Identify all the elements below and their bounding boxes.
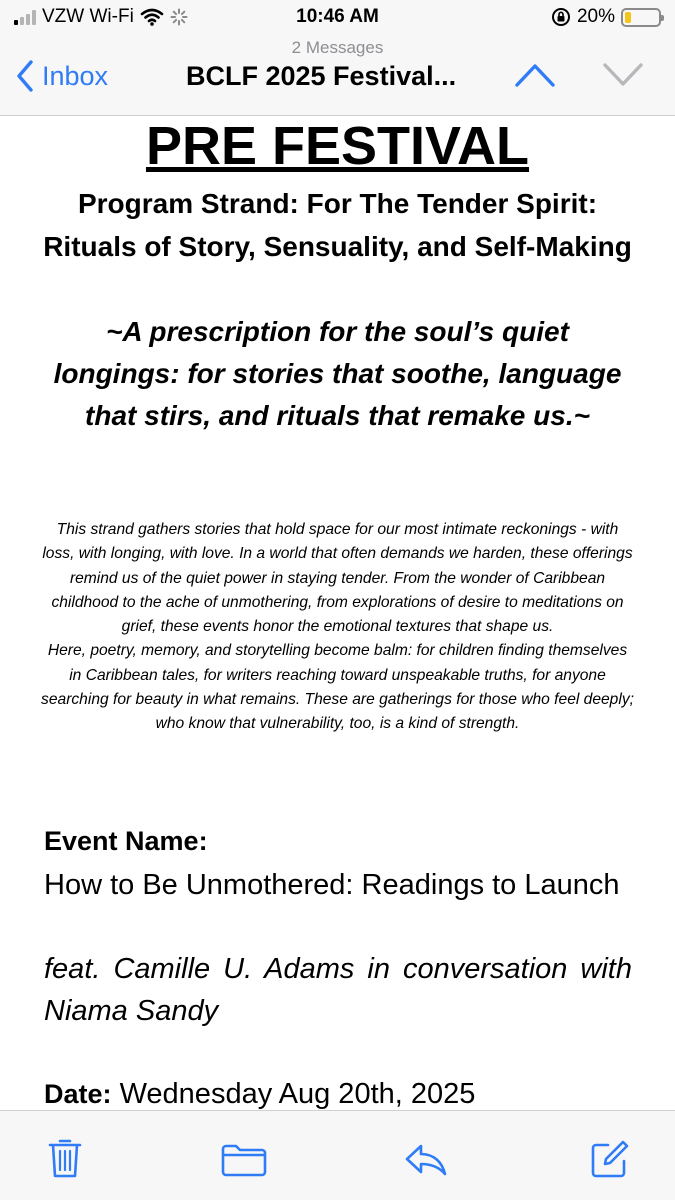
trash-icon xyxy=(48,1137,82,1179)
back-label: Inbox xyxy=(42,60,109,91)
event-date-value: Wednesday Aug 20th, 2025 xyxy=(119,1078,476,1110)
back-to-inbox-button[interactable] xyxy=(16,60,108,92)
move-to-folder-button[interactable] xyxy=(221,1143,267,1182)
battery-fill xyxy=(625,12,631,23)
delete-button[interactable] xyxy=(48,1137,82,1184)
chevron-left-icon xyxy=(16,60,34,92)
next-message-button[interactable] xyxy=(602,62,644,93)
pre-festival-heading: PRE FESTIVAL xyxy=(145,116,530,176)
strand-tagline: ~A prescription for the soul’s quiet longings: for stories that soothe, language that stirs, and rituals that remake us.~ xyxy=(53,316,622,431)
compose-button[interactable] xyxy=(590,1139,630,1184)
carrier-label: VZW Wi-Fi xyxy=(42,6,134,27)
strand-description-p1: This strand gathers stories that hold space for our most intimate reckonings - with loss, with longing, with love. In a world that often demands we harden, these offerings remind us of the quiet power in staying tender. From the wonder of Caribbean childhood to the ache of unmothering, from explorations of desire to meditations on grief, these events honor the emotional textures that shape us. xyxy=(42,521,633,636)
reply-button[interactable] xyxy=(404,1143,448,1182)
message-count: 2 Messages xyxy=(291,38,384,57)
status-bar xyxy=(0,0,675,36)
event-date xyxy=(44,1078,475,1110)
status-right xyxy=(551,6,661,28)
event-featuring: feat. Camille U. Adams in conversation with Niama Sandy xyxy=(44,953,632,1027)
compose-icon xyxy=(590,1139,630,1179)
strand-description-p2: Here, poetry, memory, and storytelling become balm: for children finding themselves in Caribbean tales, for writers reaching toward unspeakable truths, for anyone searching for beauty in what remains. These are gatherings for those who feel deeply; who know that vulnerability, too, is a kind of strength. xyxy=(41,642,634,733)
email-body[interactable] xyxy=(0,116,675,1110)
reply-icon xyxy=(404,1143,448,1177)
battery-icon xyxy=(621,8,661,27)
battery-percent: 20% xyxy=(576,6,615,27)
event-name-label: Event Name: xyxy=(44,826,208,856)
chevron-up-icon xyxy=(514,62,556,88)
event-date-label: Date: xyxy=(44,1079,112,1109)
previous-message-button[interactable] xyxy=(514,62,556,93)
mail-toolbar xyxy=(0,1110,675,1200)
email-subject-title: BCLF 2025 Festival... xyxy=(186,61,457,91)
mail-nav-bar xyxy=(0,36,675,116)
orientation-lock-icon xyxy=(551,7,571,27)
chevron-down-icon xyxy=(602,62,644,88)
program-strand-title: Program Strand: For The Tender Spirit: Rituals of Story, Sensuality, and Self-Making xyxy=(43,188,632,262)
status-time: 10:46 AM xyxy=(296,6,379,27)
event-name: How to Be Unmothered: Readings to Launch xyxy=(44,869,620,901)
strand-description xyxy=(40,518,635,737)
folder-icon xyxy=(221,1143,267,1177)
